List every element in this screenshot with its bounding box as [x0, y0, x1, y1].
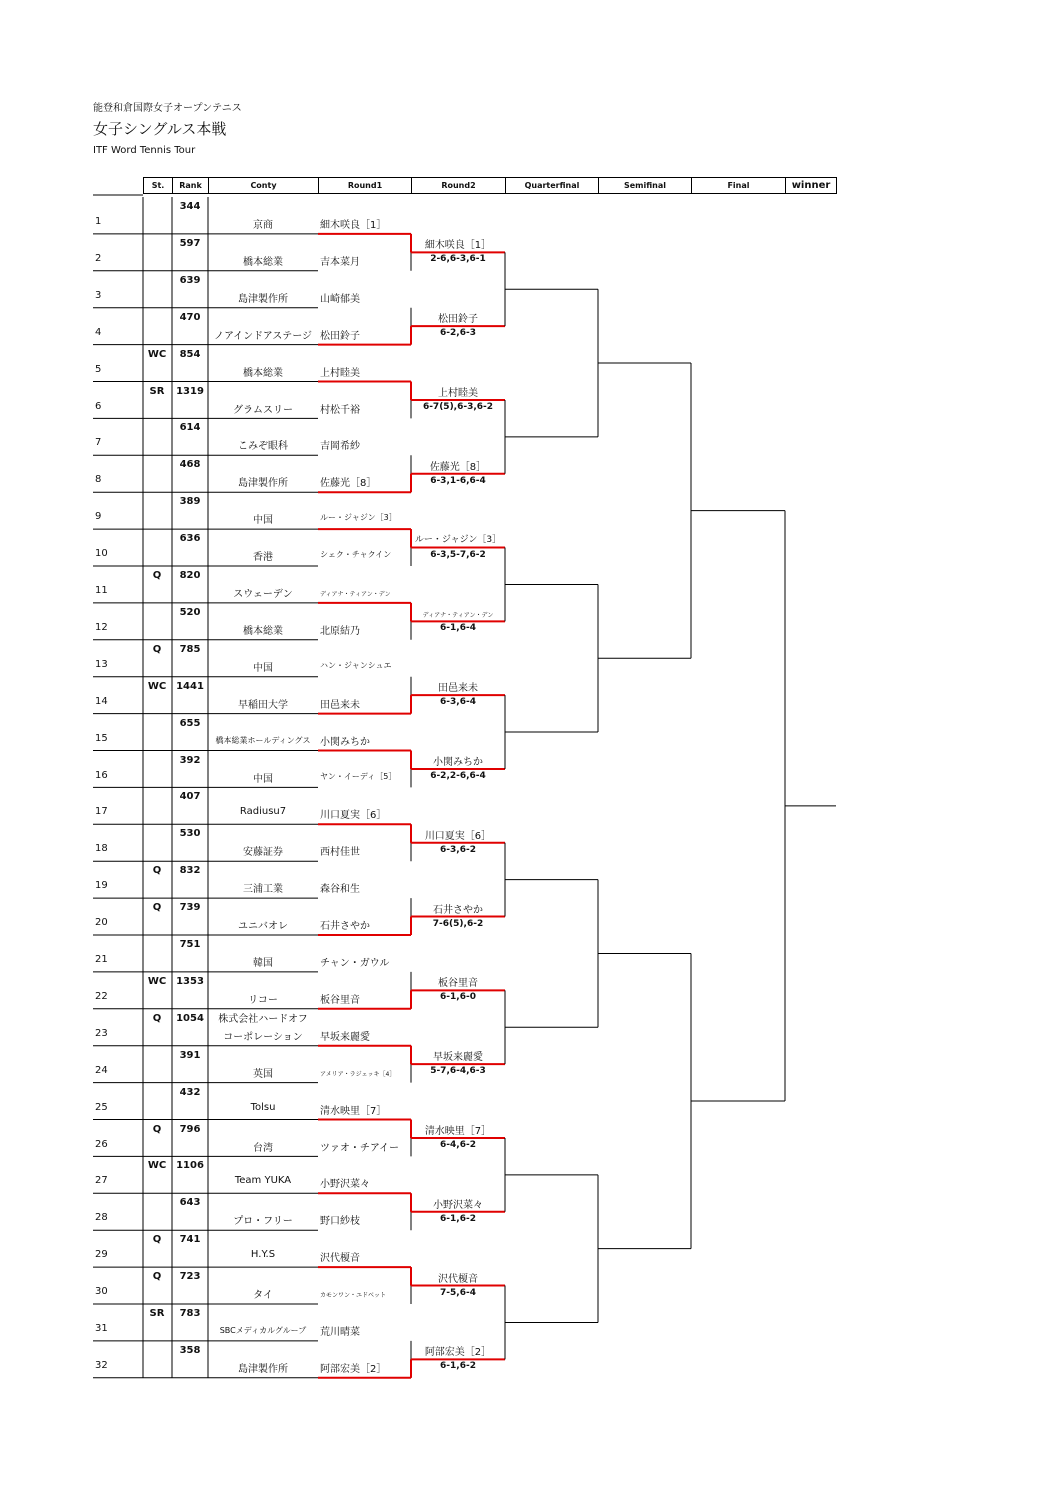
country-name: 島津製作所: [238, 478, 288, 490]
status-badge: WC: [147, 975, 167, 987]
page-title: 女子シングルス本戦: [93, 120, 227, 138]
country-name: 島津製作所: [238, 1363, 288, 1375]
round2-winner: 小関みちか: [433, 756, 483, 768]
round2-winner: 田邑来未: [438, 683, 478, 695]
round2-winner: 板谷里音: [438, 978, 478, 990]
round2-winner: 沢代榎音: [438, 1273, 478, 1285]
round1-player: 佐藤光［8］: [320, 478, 377, 490]
round2-score: 2-6,6-3,6-1: [430, 254, 486, 265]
round2-score: 6-2,2-6,6-4: [430, 770, 486, 781]
rank-value: 1054: [176, 1012, 204, 1024]
round2-score: 6-1,6-2: [440, 1361, 476, 1372]
round2-winner: 佐藤光［8］: [429, 461, 487, 473]
country-name: 橋本総業: [243, 256, 283, 268]
rank-value: 432: [179, 1086, 201, 1098]
status-badge: Q: [152, 570, 162, 581]
rank-value: 820: [179, 570, 201, 581]
seed-number: 12: [95, 621, 108, 633]
round1-player: 清水映里［7］: [320, 1105, 387, 1117]
status-badge: SR: [149, 385, 165, 397]
country-name: プロ・フリー: [233, 1216, 293, 1228]
country-name: リコー: [248, 994, 278, 1006]
round2-winner: 石井さやか: [433, 904, 483, 916]
round1-player: 荒川晴菜: [320, 1327, 360, 1338]
column-header-round1: Round1: [318, 177, 412, 194]
round1-player: 小関みちか: [320, 736, 370, 748]
tour-name: ITF Word Tennis Tour: [93, 145, 196, 156]
country-name: タイ: [253, 1290, 273, 1302]
round1-player: チャン・ガウル: [320, 958, 390, 969]
round1-player: ヤン・イーディ［5］: [320, 771, 397, 781]
round1-player: 細木咲良［1］: [320, 220, 387, 231]
country-name: SBCメディカルグループ: [219, 1326, 307, 1335]
seed-number: 18: [95, 843, 108, 855]
round1-player: 北原結乃: [320, 625, 360, 637]
country-name: H.Y.S: [250, 1249, 276, 1261]
country-name: 中国: [253, 515, 273, 527]
round1-player: 吉岡希紗: [320, 441, 360, 453]
rank-value: 407: [179, 791, 201, 803]
country-name: Team YUKA: [234, 1175, 292, 1187]
status-badge: SR: [149, 1308, 165, 1319]
round2-score: 5-7,6-4,6-3: [430, 1066, 486, 1077]
rank-value: 832: [179, 865, 201, 877]
round1-player: ディアナ・ティアン・デン: [320, 591, 391, 598]
seed-number: 24: [95, 1064, 108, 1076]
round1-player: 石井さやか: [320, 921, 370, 933]
round1-player: 山崎郁美: [320, 293, 360, 305]
country-name: 中国: [253, 662, 273, 674]
column-header-winner: winner: [785, 177, 837, 194]
status-badge: Q: [152, 1271, 162, 1283]
rank-value: 468: [179, 459, 201, 471]
round2-winner: 清水映里［7］: [424, 1125, 492, 1137]
rank-value: 783: [179, 1308, 201, 1319]
status-badge: Q: [152, 1123, 162, 1135]
status-badge: WC: [147, 1160, 167, 1172]
round1-player: 上村睦美: [320, 367, 360, 379]
round1-player: 沢代榎音: [320, 1253, 360, 1265]
country-name: 島津製作所: [238, 293, 288, 305]
seed-number: 13: [95, 658, 108, 670]
seed-number: 29: [95, 1249, 108, 1261]
rank-value: 796: [179, 1123, 201, 1135]
round1-player: 村松千裕: [320, 404, 360, 416]
country-name: 韓国: [253, 958, 273, 969]
country-name: グラムスリー: [233, 404, 293, 416]
seed-number: 30: [95, 1286, 108, 1298]
round2-winner: 早坂来麗愛: [433, 1052, 483, 1064]
round1-player: 阿部宏美［2］: [320, 1363, 387, 1375]
seed-number: 17: [95, 806, 108, 818]
round2-score: 6-2,6-3: [440, 328, 476, 339]
rank-value: 636: [179, 533, 201, 545]
rank-value: 854: [179, 348, 201, 360]
country-name: 三浦工業: [243, 884, 283, 896]
rank-value: 1106: [176, 1160, 204, 1172]
round2-score: 6-1,6-0: [440, 992, 476, 1003]
country-name: 中国: [253, 773, 273, 785]
rank-value: 1319: [176, 385, 204, 397]
round2-score: 6-3,1-6,6-4: [430, 475, 486, 486]
status-badge: Q: [152, 865, 162, 877]
round2-winner: 松田鈴子: [438, 314, 478, 326]
seed-number: 3: [95, 289, 102, 301]
country-name: 香港: [253, 552, 273, 564]
rank-value: 391: [179, 1049, 201, 1061]
round1-player: 野口紗枝: [320, 1216, 360, 1228]
rank-value: 643: [179, 1197, 201, 1209]
status-badge: WC: [147, 680, 167, 692]
rank-value: 1353: [176, 975, 204, 987]
round1-player: シェク・チャクイン: [320, 550, 392, 560]
seed-number: 4: [95, 326, 102, 338]
round2-winner: 阿部宏美［2］: [424, 1347, 492, 1359]
country-name: ユニバオレ: [238, 921, 288, 933]
country-name: こみぞ眼科: [238, 441, 288, 453]
seed-number: 14: [95, 695, 108, 707]
rank-value: 597: [179, 237, 201, 249]
seed-number: 28: [95, 1212, 108, 1224]
seed-number: 1: [95, 216, 102, 227]
seed-number: 32: [95, 1359, 108, 1371]
status-badge: Q: [152, 643, 162, 655]
rank-value: 358: [179, 1344, 201, 1356]
seed-number: 11: [95, 585, 108, 596]
column-header-conty: Conty: [208, 177, 319, 194]
round1-player: アメリア・ラジェッキ［4］: [320, 1070, 396, 1078]
country-name: 安藤証券: [243, 847, 283, 859]
country-name: ノアインドアステージ: [214, 330, 312, 342]
round1-player: 松田鈴子: [320, 330, 360, 342]
rank-value: 655: [179, 717, 201, 729]
round2-winner: ルー・ジャジン［3］: [414, 534, 502, 545]
round1-player: 森谷和生: [320, 884, 360, 896]
round2-score: 6-1,6-2: [440, 1213, 476, 1224]
status-badge: Q: [152, 1012, 162, 1024]
seed-number: 25: [95, 1101, 108, 1113]
seed-number: 5: [95, 363, 102, 375]
seed-number: 27: [95, 1175, 108, 1187]
column-header-quarterfinal: Quarterfinal: [505, 177, 599, 194]
seed-number: 31: [95, 1323, 108, 1334]
round1-player: 西村佳世: [320, 847, 360, 859]
country-name: Tolsu: [250, 1101, 276, 1113]
seed-number: 6: [95, 400, 102, 412]
round1-player: ツァオ・チアイー: [320, 1142, 399, 1154]
country-name: コーポレーション: [223, 1031, 303, 1043]
round2-winner: 川口夏実［6］: [424, 830, 492, 842]
seed-number: 20: [95, 917, 108, 929]
country-name: スウェーデン: [233, 589, 293, 600]
round1-player: 早坂来麗愛: [320, 1031, 370, 1043]
round2-score: 6-3,6-4: [440, 697, 476, 708]
round1-player: 小野沢菜々: [320, 1179, 370, 1191]
seed-number: 21: [95, 954, 108, 965]
country-name: 早稲田大学: [238, 699, 288, 711]
rank-value: 389: [179, 496, 201, 508]
rank-value: 739: [179, 902, 201, 914]
round2-score: 7-6(5),6-2: [432, 918, 484, 929]
seed-number: 9: [95, 511, 102, 523]
country-name: Radiusu7: [239, 806, 287, 818]
rank-value: 530: [179, 828, 201, 840]
country-name: 株式会社ハードオフ: [218, 1013, 308, 1025]
rank-value: 344: [179, 201, 201, 212]
country-name: 英国: [253, 1068, 273, 1080]
country-name: 台湾: [253, 1142, 273, 1154]
rank-value: 520: [179, 606, 201, 618]
seed-number: 16: [95, 769, 108, 781]
round1-player: 板谷里音: [320, 994, 360, 1006]
round2-winner: 細木咲良［1］: [424, 240, 492, 252]
round2-score: 6-7(5),6-3,6-2: [422, 401, 494, 412]
round2-score: 7-5,6-4: [440, 1287, 476, 1298]
round1-player: 川口夏実［6］: [320, 810, 387, 822]
round1-player: 吉本菜月: [320, 256, 360, 268]
column-header-final: Final: [691, 177, 786, 194]
round2-score: 6-1,6-4: [440, 623, 476, 634]
rank-value: 785: [179, 643, 201, 655]
round1-player: ハン・ジャンシュエ: [320, 660, 392, 670]
status-badge: Q: [152, 1234, 162, 1246]
country-name: 橋本総業: [243, 367, 283, 379]
rank-value: 470: [179, 311, 201, 323]
rank-value: 1441: [176, 680, 204, 692]
column-header-rank: Rank: [172, 177, 209, 194]
rank-value: 614: [179, 422, 201, 434]
seed-number: 7: [95, 437, 102, 449]
column-header-semifinal: Semifinal: [598, 177, 692, 194]
seed-number: 10: [95, 548, 108, 560]
seed-number: 26: [95, 1138, 108, 1150]
seed-number: 23: [95, 1027, 108, 1039]
round1-player: 田邑来未: [320, 699, 360, 711]
round1-player: ルー・ジャジン［3］: [320, 513, 397, 523]
round2-winner: 上村睦美: [438, 387, 478, 399]
seed-number: 22: [95, 990, 108, 1002]
rank-value: 392: [179, 754, 201, 766]
country-name: 橋本総業: [243, 625, 283, 637]
round2-score: 6-3,6-2: [440, 844, 476, 855]
seed-number: 19: [95, 880, 108, 892]
round2-winner: ディアナ・ティアン・デン: [422, 612, 494, 620]
round1-player: カモンワン・ユドベット: [320, 1292, 387, 1300]
status-badge: Q: [152, 902, 162, 914]
rank-value: 723: [179, 1271, 201, 1283]
country-name: 京商: [253, 220, 273, 231]
status-badge: WC: [147, 348, 167, 360]
rank-value: 639: [179, 274, 201, 286]
seed-number: 8: [95, 474, 102, 486]
round2-score: 6-3,5-7,6-2: [430, 549, 486, 560]
round2-score: 6-4,6-2: [440, 1139, 476, 1150]
event-name: 能登和倉国際女子オープンテニス: [93, 103, 242, 114]
seed-number: 2: [95, 252, 102, 264]
rank-value: 751: [179, 939, 201, 950]
column-header-st: St.: [143, 177, 173, 194]
round2-winner: 小野沢菜々: [433, 1199, 483, 1211]
country-name: 橋本総業ホールディングス: [215, 735, 311, 745]
rank-value: 741: [179, 1234, 201, 1246]
seed-number: 15: [95, 732, 108, 744]
column-header-round2: Round2: [411, 177, 506, 194]
